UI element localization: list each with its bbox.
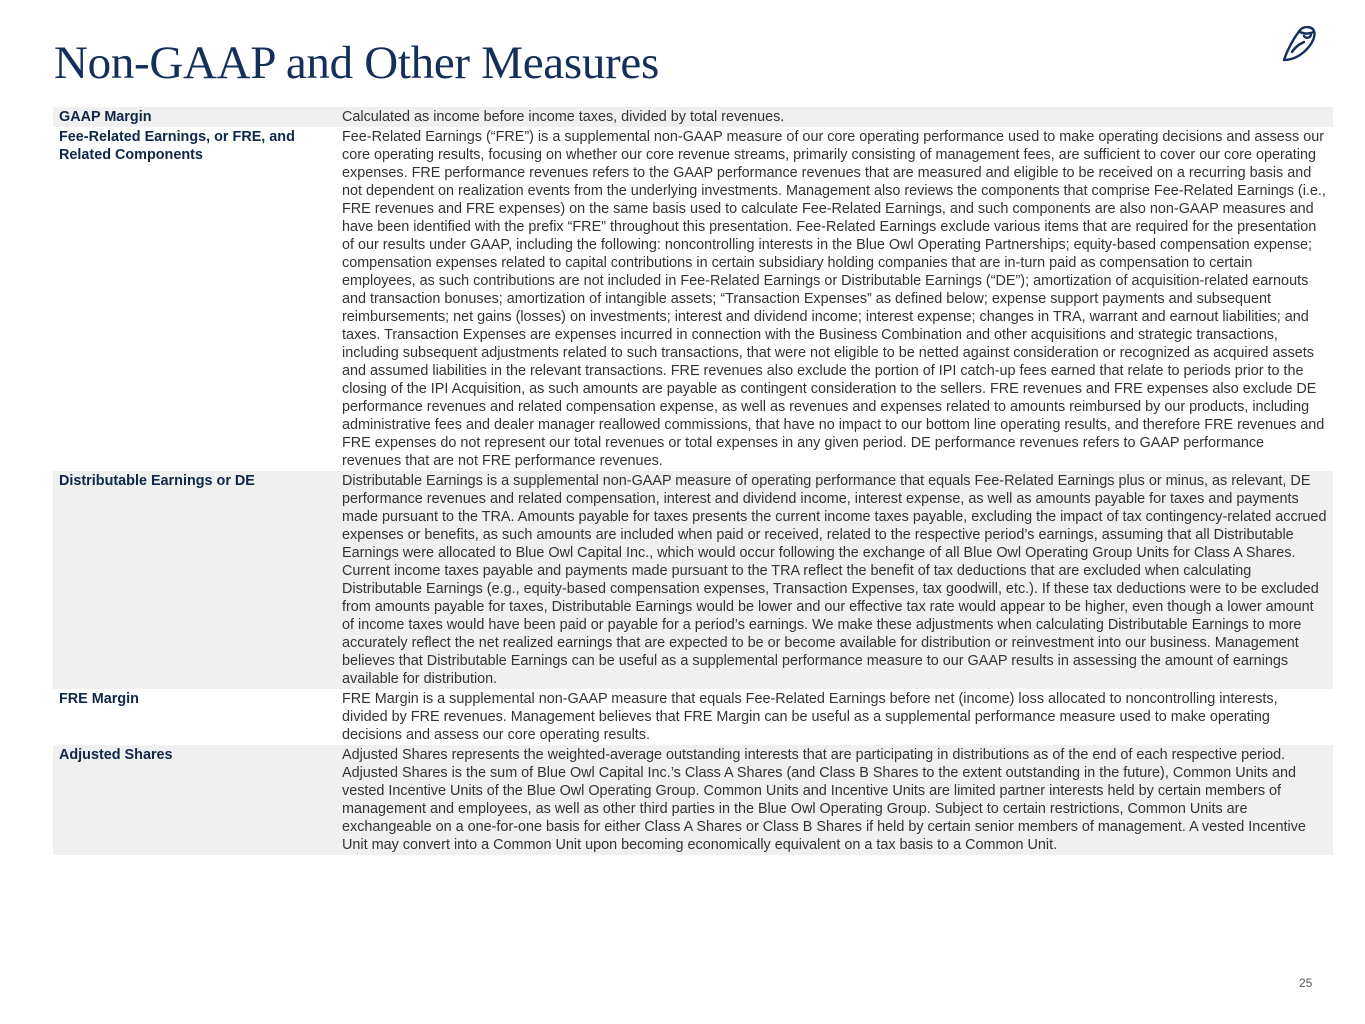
owl-logo-icon: [1276, 20, 1320, 64]
page-number: 25: [1299, 976, 1313, 990]
page-title: Non-GAAP and Other Measures: [54, 37, 659, 89]
term-label: FRE Margin: [59, 691, 139, 707]
table-row-adjusted-shares: [53, 745, 1333, 855]
term-definition: FRE Margin is a supplemental non-GAAP measure that equals Fee-Related Earnings before net (income) loss allocated to noncontrolling interests, divided by FRE revenues. Management believes that FRE Margin can be useful as a supplemental performance measure used to make operating decisions and assess our core operating results.: [342, 691, 1278, 743]
term-label: Fee-Related Earnings, or FRE, and Related Components: [59, 129, 295, 163]
table-row-distributable-earnings: [53, 471, 1333, 689]
definitions-table: [53, 107, 1333, 855]
term-label: GAAP Margin: [59, 109, 152, 125]
table-row-fre: [53, 127, 1333, 471]
term-definition: Fee-Related Earnings (“FRE”) is a supplemental non-GAAP measure of our core operating performance used to make operating decisions and assess our core operating results, focusing on whether our core revenue streams, primarily consisting of management fees, are sufficient to cover our core operating expenses. FRE performance revenues refers to the GAAP performance revenues that are measured and eligible to be received on a recurring basis and not dependent on realization events from the underlying investments. Management also reviews the components that comprise Fee-Related Earnings (i.e., FRE revenues and FRE expenses) on the same basis used to calculate Fee-Related Earnings, and such components are also non-GAAP measures and have been identified with the prefix “FRE” throughout this presentation. Fee-Related Earnings exclude various items that are required for the presentation of our results under GAAP, including the following: noncontrolling interests in the Blue Owl Operating Partnerships; equity-based compensation expense; compensation expenses related to capital contributions in certain subsidiary holding companies that are in-turn paid as compensation to certain employees, as such contributions are not included in Fee-Related Earnings or Distributable Earnings (“DE”); amortization of acquisition-related earnouts and transaction bonuses; amortization of intangible assets; “Transaction Expenses” as defined below; expense support payments and subsequent reimbursements; net gains (losses) on investments; interest and dividend income; interest expense; changes in TRA, warrant and earnout liabilities; and taxes. Transaction Expenses are expenses incurred in connection with the Business Combination and other acquisitions and strategic transactions, including subsequent adjustments related to such transactions, that were not eligible to be netted against consideration or recognized as acquired assets and assumed liabilities in the relevant transactions. FRE revenues also exclude the portion of IPI catch-up fees earned that relate to periods prior to the closing of the IPI Acquisition, as such amounts are payable as contingent consideration to the sellers. FRE revenues and FRE expenses also exclude DE performance revenues and related compensation expense, as well as revenues and expenses related to amounts reimbursed by our products, including administrative fees and dealer manager reallowed commissions, that have no impact to our bottom line operating results, and therefore FRE revenues and FRE expenses do not represent our total revenues or total expenses in any given period. DE performance revenues refers to GAAP performance revenues that are not FRE performance revenues.: [342, 129, 1326, 469]
term-definition: Distributable Earnings is a supplemental non-GAAP measure of operating performance that equals Fee-Related Earnings plus or minus, as relevant, DE performance revenues and related compensation, interest and dividend income, interest expense, as well as amounts payable for taxes and payments made pursuant to the TRA. Amounts payable for taxes presents the current income taxes payable, excluding the impact of tax contingency-related accrued expenses or benefits, as such amounts are included when paid or received, related to the respective period’s earnings, assuming that all Distributable Earnings were allocated to Blue Owl Capital Inc., which would occur following the exchange of all Blue Owl Operating Group Units for Class A Shares. Current income taxes payable and payments made pursuant to the TRA reflect the benefit of tax deductions that are excluded when calculating Distributable Earnings (e.g., equity-based compensation expenses, Transaction Expenses, tax goodwill, etc.). If these tax deductions were to be excluded from amounts payable for taxes, Distributable Earnings would be lower and our effective tax rate would appear to be higher, even though a lower amount of income taxes would have been paid or payable for a period’s earnings. We make these adjustments when calculating Distributable Earnings to more accurately reflect the net realized earnings that are expected to be or become available for distribution or reinvestment into our business. Management believes that Distributable Earnings can be useful as a supplemental performance measure to our GAAP results in assessing the amount of earnings available for distribution.: [342, 473, 1327, 687]
term-label: Adjusted Shares: [59, 747, 173, 763]
term-label: Distributable Earnings or DE: [59, 473, 255, 489]
term-definition: Adjusted Shares represents the weighted-average outstanding interests that are participating in distributions as of the end of each respective period. Adjusted Shares is the sum of Blue Owl Capital Inc.’s Class A Shares (and Class B Shares to the extent outstanding in the future), Common Units and vested Incentive Units of the Blue Owl Operating Group. Common Units and Incentive Units are limited partner interests held by certain members of management and employees, as well as other third parties in the Blue Owl Operating Group. Subject to certain restrictions, Common Units are exchangeable on a one-for-one basis for either Class A Shares or Class B Shares if held by certain senior members of management. A vested Incentive Unit may convert into a Common Unit upon becoming economically equivalent on a tax basis to a Common Unit.: [342, 747, 1306, 853]
term-definition: Calculated as income before income taxes, divided by total revenues.: [342, 109, 785, 125]
table-row-gaap-margin: [53, 107, 1333, 127]
table-row-fre-margin: [53, 689, 1333, 745]
